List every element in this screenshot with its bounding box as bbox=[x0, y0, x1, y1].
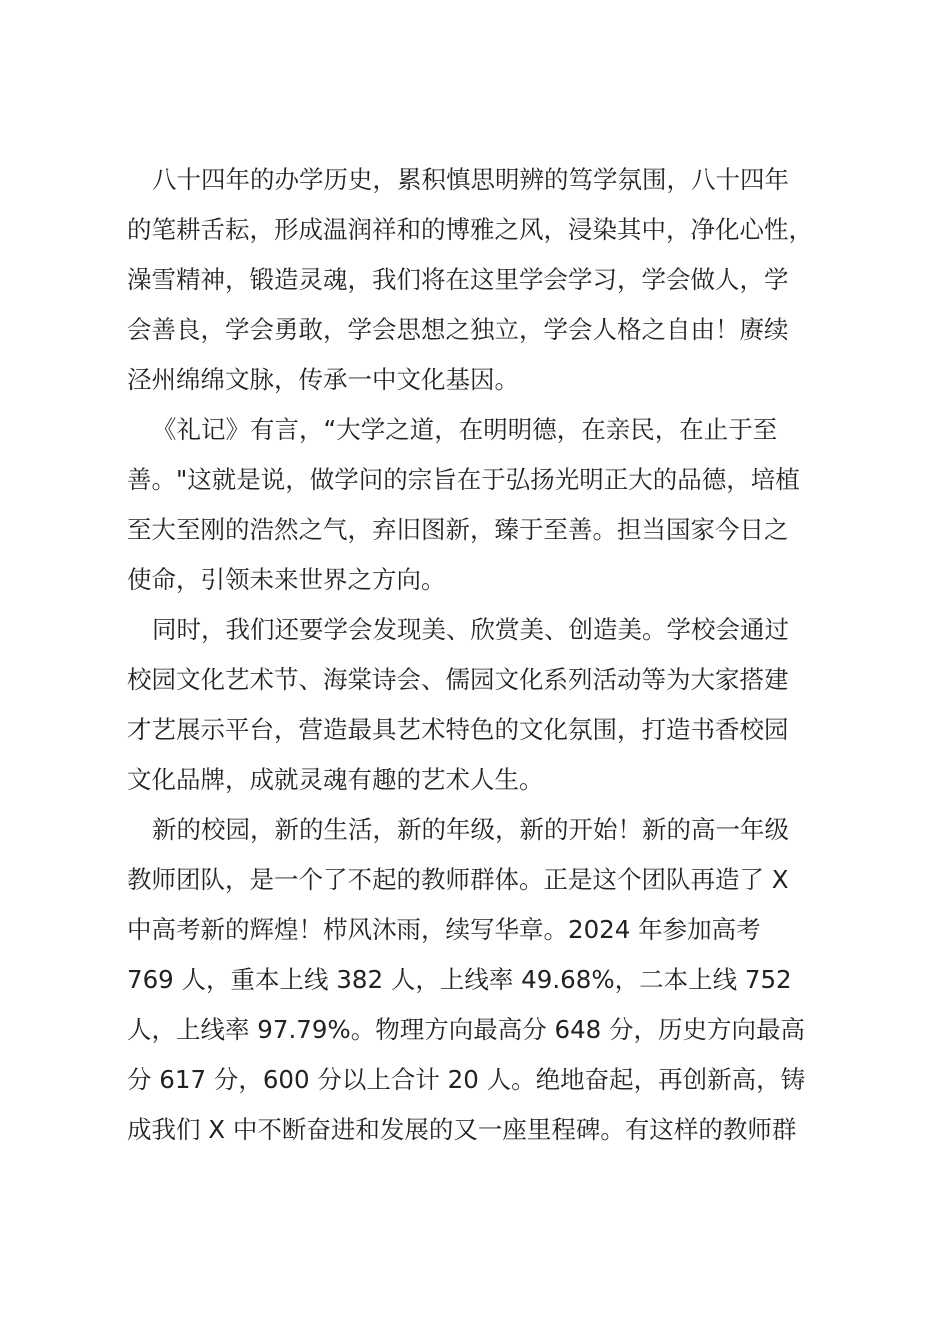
text-line: 八十四年的办学历史，累积慎思明辨的笃学氛围，八十四年 bbox=[152, 165, 789, 194]
text-line: 同时，我们还要学会发现美、欣赏美、创造美。学校会通过 bbox=[152, 615, 789, 644]
text-line: 善。"这就是说，做学问的宗旨在于弘扬光明正大的品德，培植 bbox=[127, 465, 800, 494]
text-line: 澡雪精神，锻造灵魂，我们将在这里学会学习，学会做人，学 bbox=[127, 265, 789, 294]
text-line: 至大至刚的浩然之气，弃旧图新，臻于至善。担当国家今日之 bbox=[127, 515, 789, 544]
text-line: 769 人，重本上线 382 人，上线率 49.68%，二本上线 752 bbox=[127, 965, 792, 994]
text-line: 泾州绵绵文脉，传承一中文化基因。 bbox=[127, 365, 519, 394]
body-text bbox=[127, 155, 847, 1155]
text-line: 教师团队，是一个了不起的教师群体。正是这个团队再造了 X bbox=[127, 865, 789, 894]
text-line: 新的校园，新的生活，新的年级，新的开始！新的高一年级 bbox=[152, 815, 789, 844]
text-line: 成我们 X 中不断奋进和发展的又一座里程碑。有这样的教师群 bbox=[127, 1115, 797, 1144]
text-line: 分 617 分，600 分以上合计 20 人。绝地奋起，再创新高，铸 bbox=[127, 1065, 806, 1094]
text-line: 中高考新的辉煌！栉风沐雨，续写华章。2024 年参加高考 bbox=[127, 915, 761, 944]
text-line: 的笔耕舌耘，形成温润祥和的博雅之风，浸染其中，净化心性， bbox=[127, 215, 813, 244]
text-line: 校园文化艺术节、海棠诗会、儒园文化系列活动等为大家搭建 bbox=[127, 665, 789, 694]
text-line: 人，上线率 97.79%。物理方向最高分 648 分，历史方向最高 bbox=[127, 1015, 806, 1044]
text-line: 文化品牌，成就灵魂有趣的艺术人生。 bbox=[127, 765, 544, 794]
text-line: 才艺展示平台，营造最具艺术特色的文化氛围，打造书香校园 bbox=[127, 715, 789, 744]
text-line: 使命，引领未来世界之方向。 bbox=[127, 565, 446, 594]
text-line: 《礼记》有言，“大学之道，在明明德，在亲民，在止于至 bbox=[152, 415, 778, 444]
text-line: 会善良，学会勇敢，学会思想之独立，学会人格之自由！赓续 bbox=[127, 315, 789, 344]
